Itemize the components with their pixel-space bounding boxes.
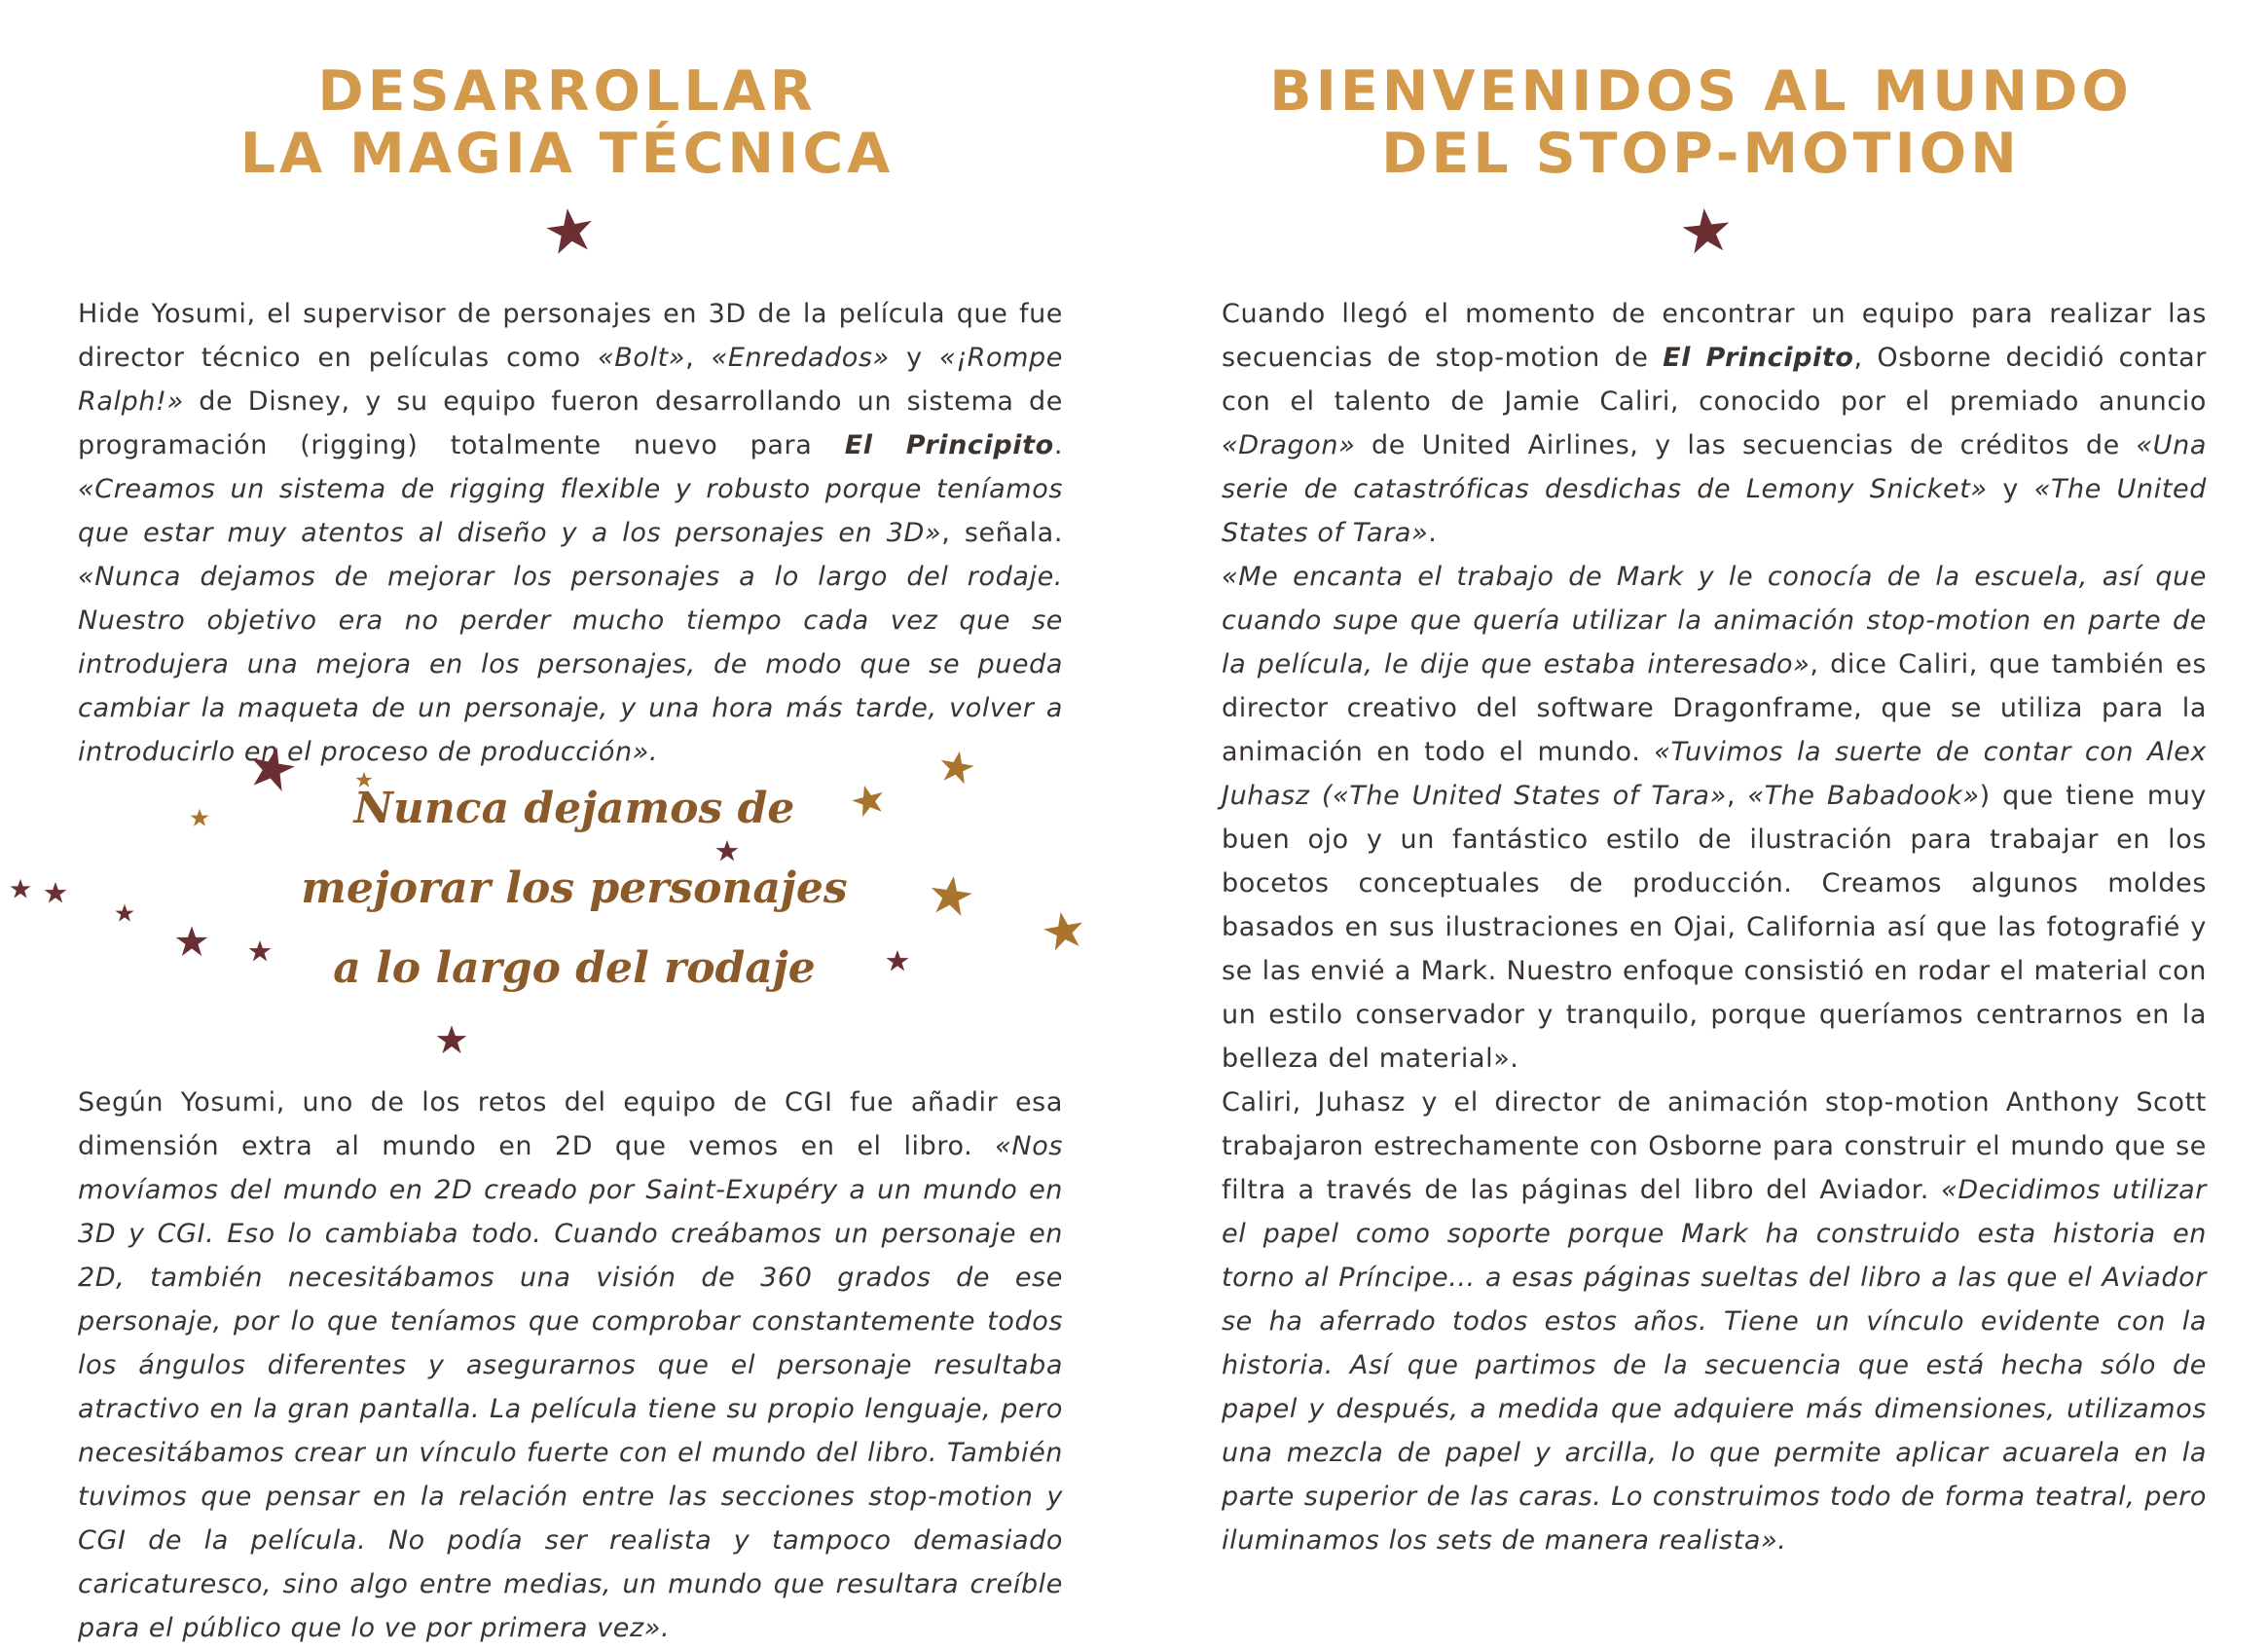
star-icon: [10, 878, 31, 899]
star-icon: [175, 925, 208, 958]
film-title-enredados: «Enredados»: [711, 343, 890, 373]
pull-quote-line-1: Nunca dejamos de: [353, 784, 795, 833]
ad-title-dragon: «Dragon»: [1222, 430, 1356, 460]
text-span: Cuando llegó el momento de encontrar un equipo para realizar las secuencias de stop-motion de: [1222, 299, 2207, 373]
star-icon: [1043, 910, 1084, 951]
quote-span: «Nos movíamos del mundo en 2D creado por Saint-Exupéry a un mundo en 3D y CGI. Eso lo cambiaba todo. Cuando creábamos un personaje en 2D, también necesitábamos una visión de 360 grados de ese personaje, por lo que teníamos que comprobar constantemente todos los ángulos diferentes y asegurarnos que el personaje resultaba atractivo en la gran pantalla. La película tiene su propio lenguaje, pero necesitábamos crear un vínculo fuerte con el mundo del libro. También tuvimos que pensar en la relación entre las secciones stop-motion y CGI de la película. No podía ser realista y tampoco demasiado caricaturesco, sino algo entre medias, un mundo que resultara creíble para el público que lo ve por primera vez».: [78, 1131, 1063, 1643]
title-star-icon: [545, 206, 594, 255]
text-span: .: [1053, 430, 1063, 460]
quote-span: «Tuvimos la suerte de contar con Alex Juhasz (: [1222, 737, 2207, 811]
left-page-title: [0, 60, 1134, 185]
star-icon: [939, 750, 974, 785]
text-span: , Osborne decidió contar con el talento de Jamie Caliri, conocido por el premiado anuncio: [1222, 343, 2207, 417]
pull-quote-line-2: mejorar los personajes: [301, 863, 848, 913]
film-title-rompe-ralph: «¡Rompe Ralph!»: [78, 343, 1063, 417]
quote-span: «Nunca dejamos de mejorar los personajes a lo largo del rodaje. Nuestro objetivo era no perder mucho tiempo cada vez que se introdujera una mejora en los personajes, de modo que se pueda cambiar la maqueta de un personaje, y una hora más tarde, volver a introducirlo en el proceso de producción».: [78, 562, 1063, 767]
text-span: , señala.: [941, 518, 1064, 548]
pull-quote-line-3: a lo largo del rodaje: [333, 943, 816, 993]
show-title-tara: «The United States of Tara»: [1333, 781, 1727, 811]
right-paragraph-1: [1222, 292, 2207, 555]
quote-span: «Creamos un sistema de rigging flexible y robusto porque teníamos que estar muy atentos al diseño y a los personajes en 3D»: [78, 474, 1063, 548]
film-title-el-principito: El Principito: [844, 430, 1054, 460]
film-title-babadook: «The Babadook»: [1747, 781, 1980, 811]
text-span: ,: [685, 343, 712, 373]
show-title-tara: «The United States of Tara»: [1222, 474, 2207, 548]
text-span: Hide Yosumi, el supervisor de personajes en 3D de la película que fue director técnico en películas como: [78, 299, 1063, 373]
film-title-lemony-snicket: «Una serie de catastróficas desdichas de Lemony Snicket»: [1222, 430, 2207, 504]
star-icon: [115, 903, 134, 923]
star-icon: [44, 881, 67, 904]
star-icon: [930, 874, 972, 917]
star-icon: [190, 808, 209, 827]
title-star-icon: [1682, 206, 1731, 255]
star-icon: [436, 1024, 467, 1055]
text-span: de Disney, y su equipo fueron desarrollando un sistema de programación (rigging) totalmente nuevo para: [78, 386, 1063, 460]
film-title-bolt: «Bolt»: [598, 343, 686, 373]
right-title-line-1: BIENVENIDOS AL MUNDO: [1269, 59, 2133, 124]
quote-span: «Decidimos utilizar el papel como soporte porque Mark ha construido esta historia en torno al Príncipe... a esas páginas sueltas del libro a las que el Aviador se ha aferrado todos estos años. Tiene un vínculo evidente con la historia. Así que partimos de la secuencia que está hecha sólo de papel y después, a medida que adquiere más dimensiones, utilizamos una mezcla de papel y arcilla, lo que permite aplicar acuarela en la parte superior de las caras. Lo construimos todo de forma teatral, pero iluminamos los sets de manera realista».: [1222, 1175, 2207, 1556]
pull-quote-text: [282, 769, 866, 1008]
star-icon: [886, 949, 909, 972]
text-span: Según Yosumi, uno de los retos del equipo de CGI fue añadir esa dimensión extra al mundo en 2D que vemos en el libro.: [78, 1087, 1063, 1161]
text-span: y: [889, 343, 939, 373]
left-paragraph-2: [78, 1081, 1063, 1650]
text-span: Caliri, Juhasz y el director de animación stop-motion Anthony Scott trabajaron estrechamente con Osborne para construir el mundo que se filtra a través de las páginas del libro del Aviador.: [1222, 1087, 2207, 1205]
left-page: [0, 0, 1134, 1643]
right-page-title: [1134, 60, 2268, 185]
text-span: , dice Caliri, que también es director creativo del software Dragonframe, que se utiliza para la animación en todo el mundo.: [1222, 649, 2207, 767]
left-paragraph-1: [78, 292, 1063, 774]
star-icon: [248, 939, 272, 963]
text-span: ) que tiene muy buen ojo y un fantástico estilo de ilustración para trabajar en los bocetos conceptuales de producción. Creamos algunos moldes basados en sus ilustraciones en Ojai, California así que las fotografié y se las envié a Mark. Nuestro enfoque consistió en rodar el material con un estilo conservador y tranquilo, porque queríamos centrarnos en la belleza del material».: [1222, 781, 2208, 1074]
text-span: de United Airlines, y las secuencias de créditos de: [1355, 430, 2137, 460]
quote-span: «Me encanta el trabajo de Mark y le conocía de la escuela, así que cuando supe que quería utilizar la animación stop-motion en parte de la película, le dije que estaba interesado»: [1222, 562, 2207, 679]
film-title-el-principito: El Principito: [1663, 343, 1854, 373]
left-title-line-1: DESARROLLAR: [317, 59, 817, 124]
pull-quote: [0, 730, 1134, 1061]
text-span: .: [1428, 518, 1438, 548]
text-span: ,: [1726, 781, 1748, 811]
left-title-line-2: LA MAGIA TÉCNICA: [239, 122, 895, 186]
right-paragraph-3: [1222, 1081, 2207, 1562]
right-title-line-2: DEL STOP-MOTION: [1381, 122, 2021, 186]
right-paragraph-2: [1222, 555, 2207, 1081]
right-page: [1134, 0, 2268, 1609]
text-span: y: [1987, 474, 2034, 504]
